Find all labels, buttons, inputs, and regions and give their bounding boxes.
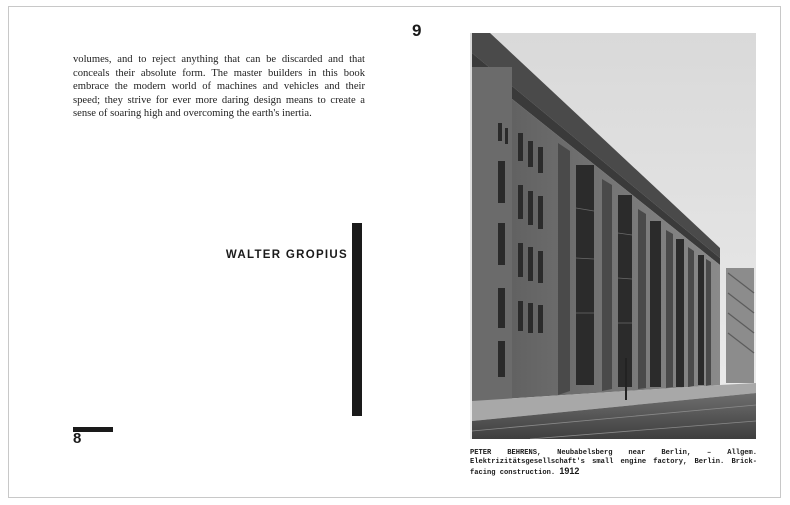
vertical-rule [352, 223, 362, 416]
caption-year: 1912 [559, 466, 580, 477]
photo-caption [470, 449, 757, 479]
page-number-right: 9 [412, 21, 422, 40]
page-number-left: 8 [73, 430, 82, 447]
body-text: volumes, and to reject anything that can be discarded and that conceals their absolute form. The master builders in this book embrace the modern world of machines and vehicles and their speed; they strive for ever more daring design means to create a sense of soaring high and overcoming the earth's inertia. [73, 54, 365, 120]
caption-text: PETER BEHRENS, Neubabelsberg near Berlin, – Allgem. Elektrizitätsgesellschaft's small engine factory, Berlin. Brick-facing construction. [470, 449, 757, 478]
factory-building-illustration [470, 33, 756, 439]
factory-photo [470, 33, 756, 439]
author-heading: WALTER GROPIUS [225, 249, 348, 261]
